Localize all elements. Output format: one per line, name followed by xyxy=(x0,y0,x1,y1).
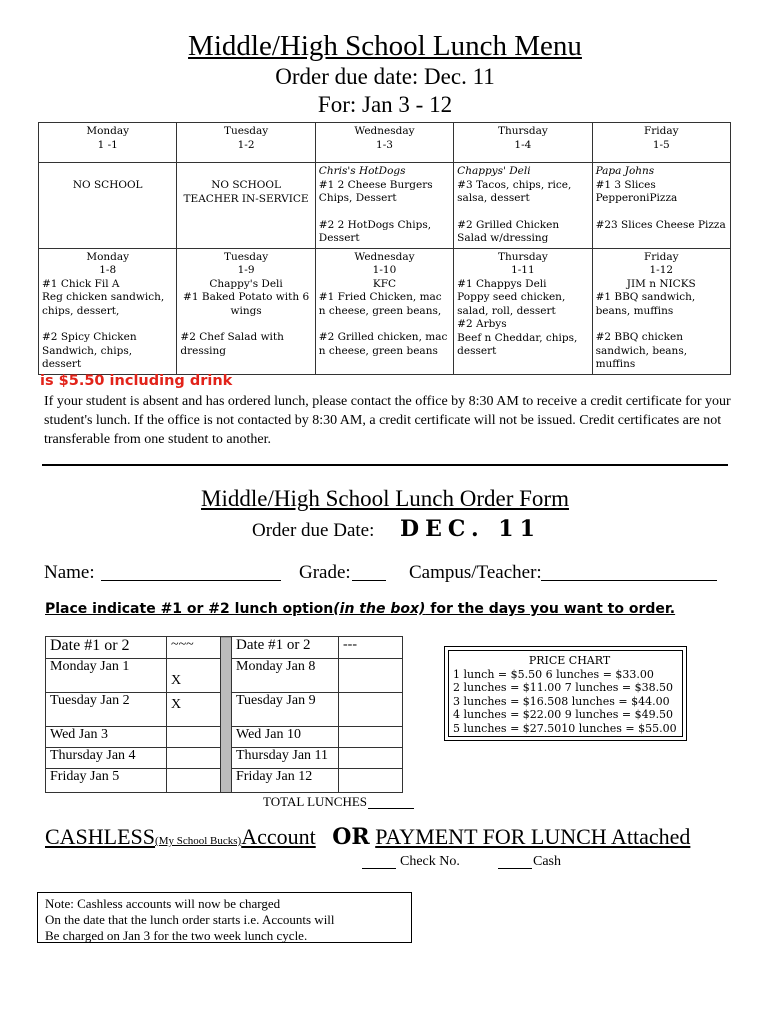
form-due-label: Order due Date: xyxy=(252,520,375,541)
right-choice-box[interactable] xyxy=(339,693,403,727)
week1-thursday-cell: Chappys' Deli #3 Tacos, chips, rice, salsa, dessert #2 Grilled Chicken Salad w/dressing xyxy=(454,163,592,249)
order-table xyxy=(45,636,403,793)
week1-friday-cell: Papa Johns #1 3 Slices PepperoniPizza #23 Slices Cheese Pizza xyxy=(592,163,730,249)
campus-teacher-label: Campus/Teacher: xyxy=(409,562,542,583)
right-choice-box[interactable] xyxy=(339,659,403,693)
total-lunches-label: TOTAL LUNCHES xyxy=(263,794,368,809)
left-day: Tuesday Jan 2 xyxy=(46,693,167,727)
note-line: On the date that the lunch order starts i.e. Accounts will xyxy=(45,912,335,927)
left-choice-header: ~~~ xyxy=(167,637,221,659)
price-note: is $5.50 including drink xyxy=(40,373,233,389)
price-line: 2 lunches = $11.00 7 lunches = $38.50 xyxy=(453,681,674,695)
menu-date-range: For: Jan 3 - 12 xyxy=(317,92,453,117)
check-no-field[interactable] xyxy=(362,868,396,869)
right-choice-box[interactable] xyxy=(339,769,403,793)
cashless-small: (My School Bucks) xyxy=(155,835,242,847)
cashless-note xyxy=(37,892,412,943)
left-day: Wed Jan 3 xyxy=(46,727,167,748)
note-line: Be charged on Jan 3 for the two week lunch cycle. xyxy=(45,928,308,943)
week2-wednesday-cell: Wednesday 1-10 KFC #1 Fried Chicken, mac n cheese, green beans, #2 Grilled chicken, mac n cheese, green beans xyxy=(315,248,453,374)
form-title: Middle/High School Lunch Order Form xyxy=(201,486,569,511)
cash-field[interactable] xyxy=(498,868,532,869)
payment-label: PAYMENT FOR LUNCH Attached xyxy=(375,824,691,849)
or-label: OR xyxy=(332,824,370,850)
menu-title: Middle/High School Lunch Menu xyxy=(188,30,582,62)
week2-friday-cell: Friday 1-12 JIM n NICKS #1 BBQ sandwich, beans, muffins #2 BBQ chicken sandwich, beans, muffins xyxy=(592,248,730,374)
order-due-date: Order due date: Dec. 11 xyxy=(275,64,495,89)
price-line: 5 lunches = $27.5010 lunches = $55.00 xyxy=(453,721,677,735)
right-day: Tuesday Jan 9 xyxy=(232,693,339,727)
lunch-menu-table xyxy=(38,122,731,375)
order-instructions: Place indicate #1 or #2 lunch option(in the box) for the days you want to order. xyxy=(45,601,676,617)
header-friday: Friday 1-5 xyxy=(592,123,730,163)
left-day: Friday Jan 5 xyxy=(46,769,167,793)
left-day: Thursday Jan 4 xyxy=(46,748,167,769)
right-day: Thursday Jan 11 xyxy=(232,748,339,769)
form-due-value: DEC. 11 xyxy=(400,516,541,542)
name-field[interactable] xyxy=(101,580,281,581)
week1-tuesday-cell: NO SCHOOL TEACHER IN-SERVICE xyxy=(177,163,315,249)
check-no-label: Check No. xyxy=(400,854,460,869)
header-thursday: Thursday 1-4 xyxy=(454,123,592,163)
right-choice-box[interactable] xyxy=(339,748,403,769)
price-chart-title: PRICE CHART xyxy=(528,654,611,667)
left-choice-box[interactable] xyxy=(167,748,221,769)
price-line: 4 lunches = $22.00 9 lunches = $49.50 xyxy=(453,708,674,722)
grade-label: Grade: xyxy=(299,562,351,583)
left-choice-box[interactable] xyxy=(167,727,221,748)
header-monday: Monday 1 -1 xyxy=(39,123,177,163)
campus-teacher-field[interactable] xyxy=(541,580,717,581)
price-line: 1 lunch = $5.50 6 lunches = $33.00 xyxy=(453,667,654,681)
right-date-header: Date #1 or 2 xyxy=(232,637,339,659)
week2-tuesday-cell: Tuesday 1-9 Chappy's Deli #1 Baked Potato with 6 wings #2 Chef Salad with dressing xyxy=(177,248,315,374)
note-line: Note: Cashless accounts will now be charged xyxy=(45,896,281,911)
price-chart xyxy=(444,646,687,741)
right-day: Wed Jan 10 xyxy=(232,727,339,748)
divider xyxy=(42,464,728,466)
header-tuesday: Tuesday 1-2 xyxy=(177,123,315,163)
week2-thursday-cell: Thursday 1-11 #1 Chappys Deli Poppy seed chicken, salad, roll, dessert #2 Arbys Beef n Cheddar, chips, dessert xyxy=(454,248,592,374)
week1-monday-cell: NO SCHOOL xyxy=(39,163,177,249)
left-day: Monday Jan 1 xyxy=(46,659,167,693)
cash-label: Cash xyxy=(533,854,561,869)
left-choice-box[interactable] xyxy=(167,769,221,793)
right-day: Friday Jan 12 xyxy=(232,769,339,793)
week2-monday-cell: Monday 1-8 #1 Chick Fil A Reg chicken sandwich, chips, dessert, #2 Spicy Chicken Sandwich, chips, dessert xyxy=(39,248,177,374)
right-choice-box[interactable] xyxy=(339,727,403,748)
cashless-label: CASHLESS xyxy=(45,824,156,849)
payment-line xyxy=(45,824,690,850)
price-line: 3 lunches = $16.508 lunches = $44.00 xyxy=(453,694,670,708)
left-date-header: Date #1 or 2 xyxy=(46,637,167,659)
account-label: Account xyxy=(241,824,316,849)
header-wednesday: Wednesday 1-3 xyxy=(315,123,453,163)
left-choice-box[interactable]: X xyxy=(167,659,221,693)
left-choice-box[interactable]: X xyxy=(167,693,221,727)
absent-policy: If your student is absent and has ordered lunch, please contact the office by 8:30 AM to receive a credit certificate for your student's lunch. If the office is not contacted by 8:30 AM, a credit certificate will not be issued. Credit certificates are not transferable from one student to another. xyxy=(44,394,731,447)
right-day: Monday Jan 8 xyxy=(232,659,339,693)
right-choice-header: --- xyxy=(339,637,403,659)
total-lunches-field[interactable] xyxy=(368,808,414,809)
week1-wednesday-cell: Chris's HotDogs #1 2 Cheese Burgers Chips, Dessert #2 2 HotDogs Chips, Dessert xyxy=(315,163,453,249)
column-divider xyxy=(221,637,232,793)
grade-field[interactable] xyxy=(352,580,386,581)
name-label: Name: xyxy=(44,562,95,583)
